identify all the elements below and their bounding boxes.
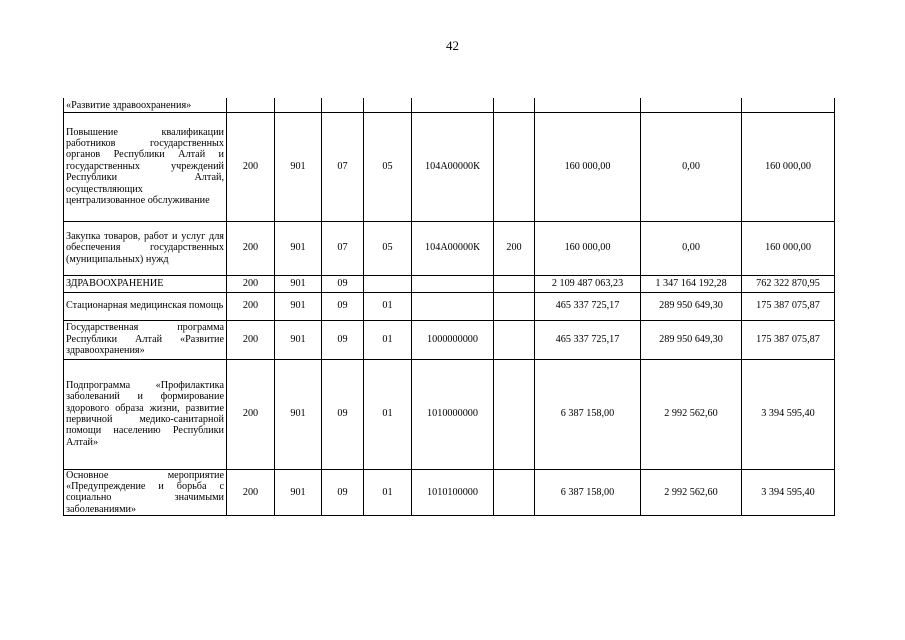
code-ministry-cell: 901 xyxy=(275,221,322,275)
value-plan-cell: 160 000,00 xyxy=(535,112,641,221)
value-plan-cell: 6 387 158,00 xyxy=(535,469,641,516)
code-admin-cell: 200 xyxy=(227,221,275,275)
table-row xyxy=(64,112,835,221)
code-section-cell: 09 xyxy=(322,275,364,292)
value-remaining-cell: 175 387 075,87 xyxy=(742,292,835,320)
code-subsection-cell: 01 xyxy=(364,292,412,320)
code-ministry-cell: 901 xyxy=(275,320,322,359)
value-remaining-cell: 160 000,00 xyxy=(742,221,835,275)
code-expense-type-cell xyxy=(494,320,535,359)
code-target-cell: 1010100000 xyxy=(412,469,494,516)
code-subsection-cell: 01 xyxy=(364,469,412,516)
value-executed-cell: 0,00 xyxy=(641,112,742,221)
value-executed-cell: 2 992 562,60 xyxy=(641,469,742,516)
code-ministry-cell: 901 xyxy=(275,292,322,320)
code-target-cell: 1000000000 xyxy=(412,320,494,359)
value-executed-cell xyxy=(641,98,742,112)
row-name-cell: ЗДРАВООХРАНЕНИЕ xyxy=(64,275,227,292)
code-admin-cell: 200 xyxy=(227,275,275,292)
code-subsection-cell: 05 xyxy=(364,221,412,275)
row-name-cell: Закупка товаров, работ и услуг для обеспечения государственных (муниципальных) нужд xyxy=(64,221,227,275)
budget-table xyxy=(63,98,835,516)
code-expense-type-cell xyxy=(494,359,535,469)
table-row xyxy=(64,275,835,292)
code-target-cell: 104А00000К xyxy=(412,221,494,275)
code-expense-type-cell xyxy=(494,98,535,112)
value-remaining-cell: 175 387 075,87 xyxy=(742,320,835,359)
code-section-cell xyxy=(322,98,364,112)
value-remaining-cell xyxy=(742,98,835,112)
table-row xyxy=(64,98,835,112)
value-executed-cell: 2 992 562,60 xyxy=(641,359,742,469)
code-ministry-cell: 901 xyxy=(275,112,322,221)
code-admin-cell: 200 xyxy=(227,112,275,221)
code-subsection-cell: 05 xyxy=(364,112,412,221)
code-admin-cell xyxy=(227,98,275,112)
code-ministry-cell: 901 xyxy=(275,275,322,292)
row-name-cell: «Развитие здравоохранения» xyxy=(64,98,227,112)
code-section-cell: 09 xyxy=(322,320,364,359)
value-remaining-cell: 3 394 595,40 xyxy=(742,359,835,469)
value-plan-cell: 6 387 158,00 xyxy=(535,359,641,469)
row-name-cell: Государственная программа Республики Алтай «Развитие здравоохранения» xyxy=(64,320,227,359)
code-section-cell: 07 xyxy=(322,112,364,221)
code-expense-type-cell: 200 xyxy=(494,221,535,275)
code-target-cell: 1010000000 xyxy=(412,359,494,469)
code-expense-type-cell xyxy=(494,469,535,516)
code-ministry-cell: 901 xyxy=(275,359,322,469)
value-remaining-cell: 3 394 595,40 xyxy=(742,469,835,516)
table-row xyxy=(64,292,835,320)
value-remaining-cell: 762 322 870,95 xyxy=(742,275,835,292)
table-row xyxy=(64,320,835,359)
value-plan-cell xyxy=(535,98,641,112)
code-subsection-cell xyxy=(364,98,412,112)
value-remaining-cell: 160 000,00 xyxy=(742,112,835,221)
code-expense-type-cell xyxy=(494,292,535,320)
code-expense-type-cell xyxy=(494,275,535,292)
value-plan-cell: 465 337 725,17 xyxy=(535,292,641,320)
code-section-cell: 09 xyxy=(322,292,364,320)
row-name-cell: Подпрограмма «Профилактика заболеваний и формирование здорового образа жизни, развитие первичной медико-санитарной помощи населению Республики Алтай» xyxy=(64,359,227,469)
code-admin-cell: 200 xyxy=(227,469,275,516)
code-admin-cell: 200 xyxy=(227,320,275,359)
code-target-cell xyxy=(412,98,494,112)
table-row xyxy=(64,469,835,516)
code-subsection-cell: 01 xyxy=(364,320,412,359)
table-row xyxy=(64,359,835,469)
row-name-cell: Повышение квалификации работников государственных органов Республики Алтай и государственных учреждений Республики Алтай, осуществляющих централизованное обслуживание xyxy=(64,112,227,221)
value-plan-cell: 2 109 487 063,23 xyxy=(535,275,641,292)
code-target-cell: 104А00000К xyxy=(412,112,494,221)
code-ministry-cell xyxy=(275,98,322,112)
code-subsection-cell: 01 xyxy=(364,359,412,469)
value-executed-cell: 1 347 164 192,28 xyxy=(641,275,742,292)
value-plan-cell: 465 337 725,17 xyxy=(535,320,641,359)
code-target-cell xyxy=(412,292,494,320)
value-executed-cell: 289 950 649,30 xyxy=(641,320,742,359)
table-row xyxy=(64,221,835,275)
code-target-cell xyxy=(412,275,494,292)
code-section-cell: 09 xyxy=(322,469,364,516)
code-expense-type-cell xyxy=(494,112,535,221)
value-executed-cell: 0,00 xyxy=(641,221,742,275)
page-number: 42 xyxy=(446,38,459,53)
row-name-cell: Стационарная медицинская помощь xyxy=(64,292,227,320)
code-admin-cell: 200 xyxy=(227,359,275,469)
code-section-cell: 09 xyxy=(322,359,364,469)
code-section-cell: 07 xyxy=(322,221,364,275)
code-ministry-cell: 901 xyxy=(275,469,322,516)
row-name-cell: Основное мероприятие «Предупреждение и борьба с социально значимыми заболеваниями» xyxy=(64,469,227,516)
value-plan-cell: 160 000,00 xyxy=(535,221,641,275)
code-subsection-cell xyxy=(364,275,412,292)
value-executed-cell: 289 950 649,30 xyxy=(641,292,742,320)
code-admin-cell: 200 xyxy=(227,292,275,320)
